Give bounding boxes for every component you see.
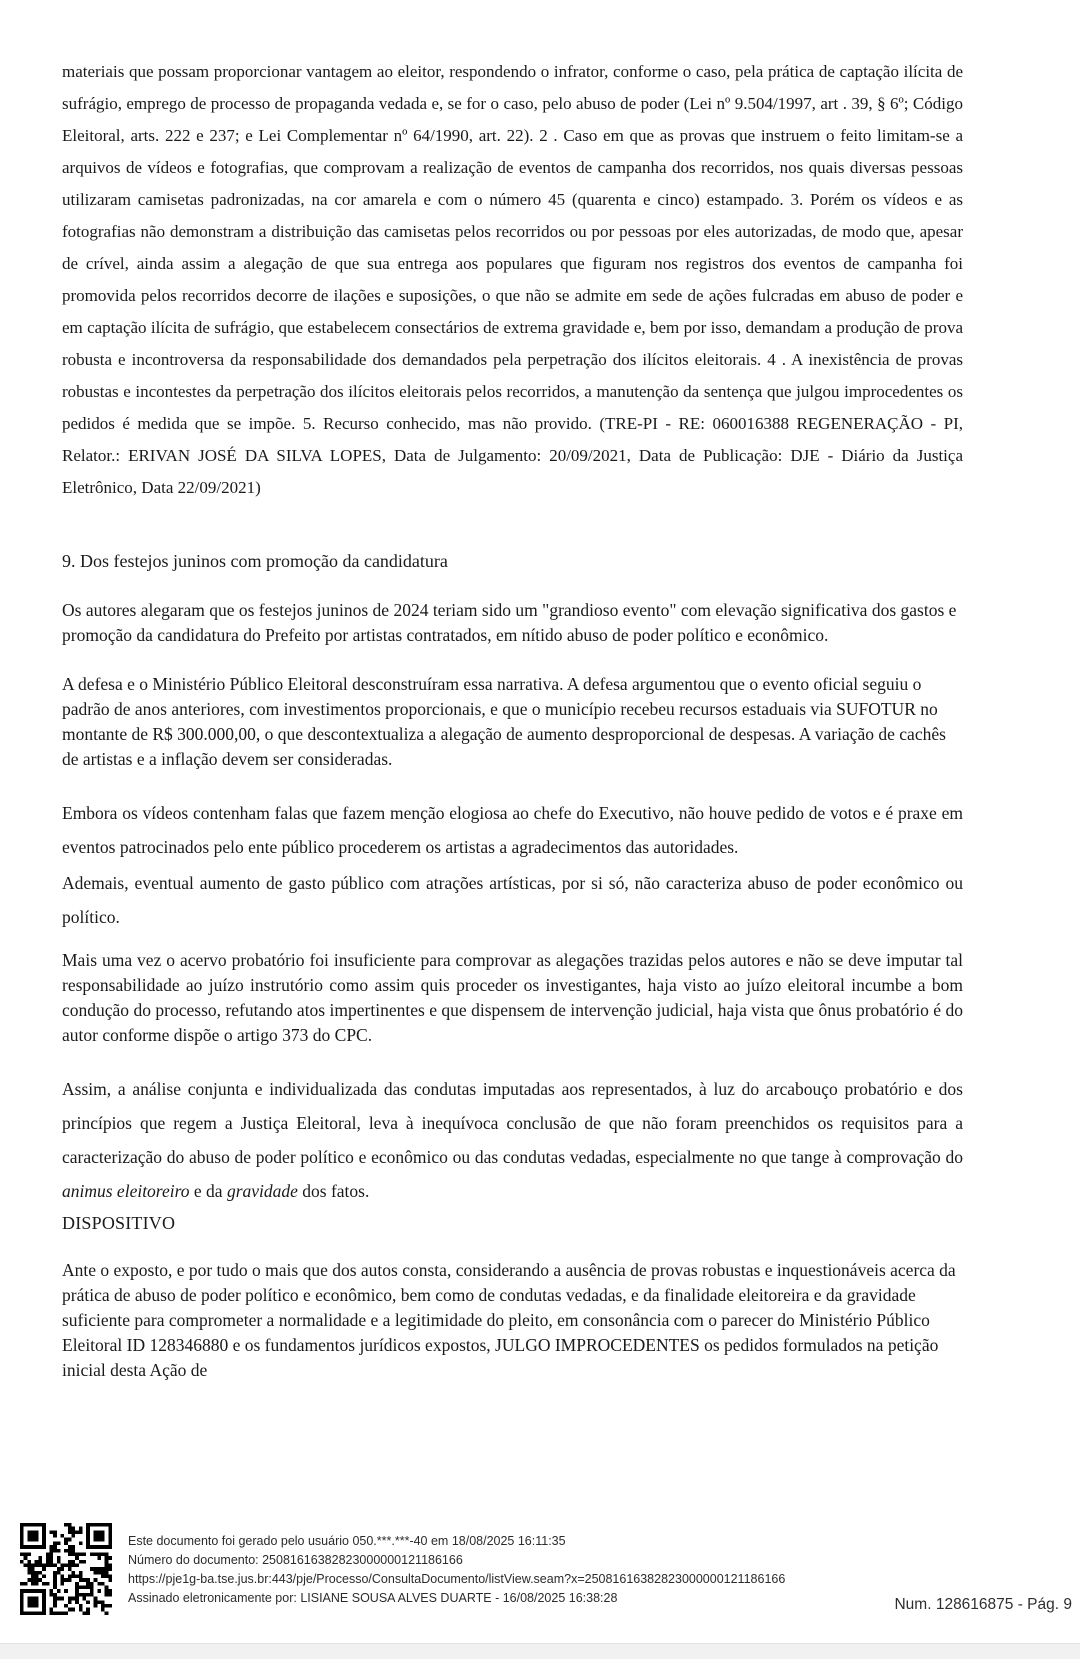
- body-paragraph: Os autores alegaram que os festejos juninos de 2024 teriam sido um "grandioso evento" com elevação significativa dos gastos e promoção da candidatura do Prefeito por artistas contratados, em nítido abuso de poder político e econômico.: [62, 600, 957, 645]
- footer-line: Assinado eletronicamente por: LISIANE SOUSA ALVES DUARTE - 16/08/2025 16:38:28: [128, 1591, 618, 1605]
- footer-line: Este documento foi gerado pelo usuário 050.***.***-40 em 18/08/2025 16:11:35: [128, 1534, 566, 1548]
- quote-paragraph: materiais que possam proporcionar vantagem ao eleitor, respondendo o infrator, conforme o caso, pela prática de captação ilícita de sufrágio, emprego de processo de propaganda vedada e, se for o caso, pelo abuso de poder (Lei nº 9.504/1997, art . 39, § 6º; Código Eleitoral, arts. 222 e 237; e Lei Complementar nº 64/1990, art. 22). 2 . Caso em que as provas que instruem o feito limitam-se a arquivos de vídeos e fotografias, que comprovam a realização de eventos de campanha dos recorridos, nos quais diversas pessoas utilizaram camisetas padronizadas, na cor amarela e com o número 45 (quarenta e cinco) estampado. 3. Porém os vídeos e as fotografias não demonstram a distribuição das camisetas pelos recorridos ou por pessoas por eles autorizadas, de modo que, apesar de crível, ainda assim a alegação de que sua entrega aos populares que figuram nos registros dos eventos de campanha foi promovida pelos recorridos decorre de ilações e suposições, o que não se admite em sede de ações fulcradas em abuso de poder e em captação ilícita de sufrágio, que estabelecem consectários de extrema gravidade e, bem por isso, demandam a produção de prova robusta e incontroversa da responsabilidade dos demandados pela perpetração dos ilícitos eleitorais. 4 . A inexistência de provas robustas e incontestes da perpetração dos ilícitos eleitorais pelos recorridos, a manutenção da sentença que julgou improcedentes os pedidos é medida que se impõe. 5. Recurso conhecido, mas não provido. (TRE-PI - RE: 060016388 REGENERAÇÃO - PI, Relator.: ERIVAN JOSÉ DA SILVA LOPES, Data de Julgamento: 20/09/2021, Data de Publicação: DJE - Diário da Justiça Eletrônico, Data 22/09/2021): [62, 62, 963, 497]
- dispositivo-heading: DISPOSITIVO: [62, 1213, 176, 1233]
- body-paragraph: Assim, a análise conjunta e individualizada das condutas imputadas aos representados, à luz do arcabouço probatório e dos princípios que regem a Justiça Eleitoral, leva à inequívoca conclusão de que não foram preenchidos os requisitos para a caracterização do abuso de poder político e econômico ou das condutas vedadas, especialmente no que tange à comprovação do animus eleitoreiro e da gravidade dos fatos.: [62, 1079, 963, 1201]
- section-heading: 9. Dos festejos juninos com promoção da candidatura: [62, 551, 448, 571]
- body-paragraph: Mais uma vez o acervo probatório foi insuficiente para comprovar as alegações trazidas pelos autores e não se deve imputar tal responsabilidade ao juízo instrutório como assim quis proceder os investigantes, haja visto ao juízo eleitoral incumbe a bom condução do processo, refutando atos impertinentes e que dispensem de intervenção judicial, haja vista que ônus probatório é do autor conforme dispõe o artigo 373 do CPC.: [62, 950, 963, 1045]
- footer-metadata: [128, 1532, 848, 1608]
- footer-line: Número do documento: 25081616382823000000121186166: [128, 1553, 463, 1567]
- body-paragraph: Ante o exposto, e por tudo o mais que dos autos consta, considerando a ausência de provas robustas e inquestionáveis acerca da prática de abuso de poder político e econômico, bem como de condutas vedadas, e da finalidade eleitoreira e da gravidade suficiente para comprometer a normalidade e a legitimidade do pleito, em consonância com o parecer do Ministério Público Eleitoral ID 128346880 e os fundamentos jurídicos expostos, JULGO IMPROCEDENTES os pedidos formulados na petição inicial desta Ação de: [62, 1260, 956, 1380]
- qr-code-icon: [20, 1523, 112, 1615]
- italic-phrase: gravidade: [226, 1181, 298, 1201]
- body-paragraph: Embora os vídeos contenham falas que fazem menção elogiosa ao chefe do Executivo, não houve pedido de votos e é praxe em eventos patrocinados pelo ente público procederem os artistas a agradecimentos das autoridades.: [62, 803, 963, 857]
- body-paragraph: A defesa e o Ministério Público Eleitoral desconstruíram essa narrativa. A defesa argumentou que o evento oficial seguiu o padrão de anos anteriores, com investimentos proporcionais, e que o município recebeu recursos estaduais via SUFOTUR no montante de R$ 300.000,00, o que descontextualiza a alegação de aumento desproporcional de despesas. A variação de cachês de artistas e a inflação devem ser consideradas.: [62, 674, 946, 769]
- viewer-bottom-bar: [0, 1643, 1080, 1659]
- footer-line: https://pje1g-ba.tse.jus.br:443/pje/Processo/ConsultaDocumento/listView.seam?x=25081616382823000000121186166: [128, 1572, 786, 1586]
- body-paragraph: Ademais, eventual aumento de gasto público com atrações artísticas, por si só, não caracteriza abuso de poder econômico ou político.: [62, 873, 963, 927]
- document-footer: [0, 1518, 1080, 1643]
- page-number: Num. 128616875 - Pág. 9: [894, 1596, 1072, 1613]
- document-text-body: [62, 56, 963, 1407]
- italic-phrase: animus eleitoreiro: [62, 1181, 190, 1201]
